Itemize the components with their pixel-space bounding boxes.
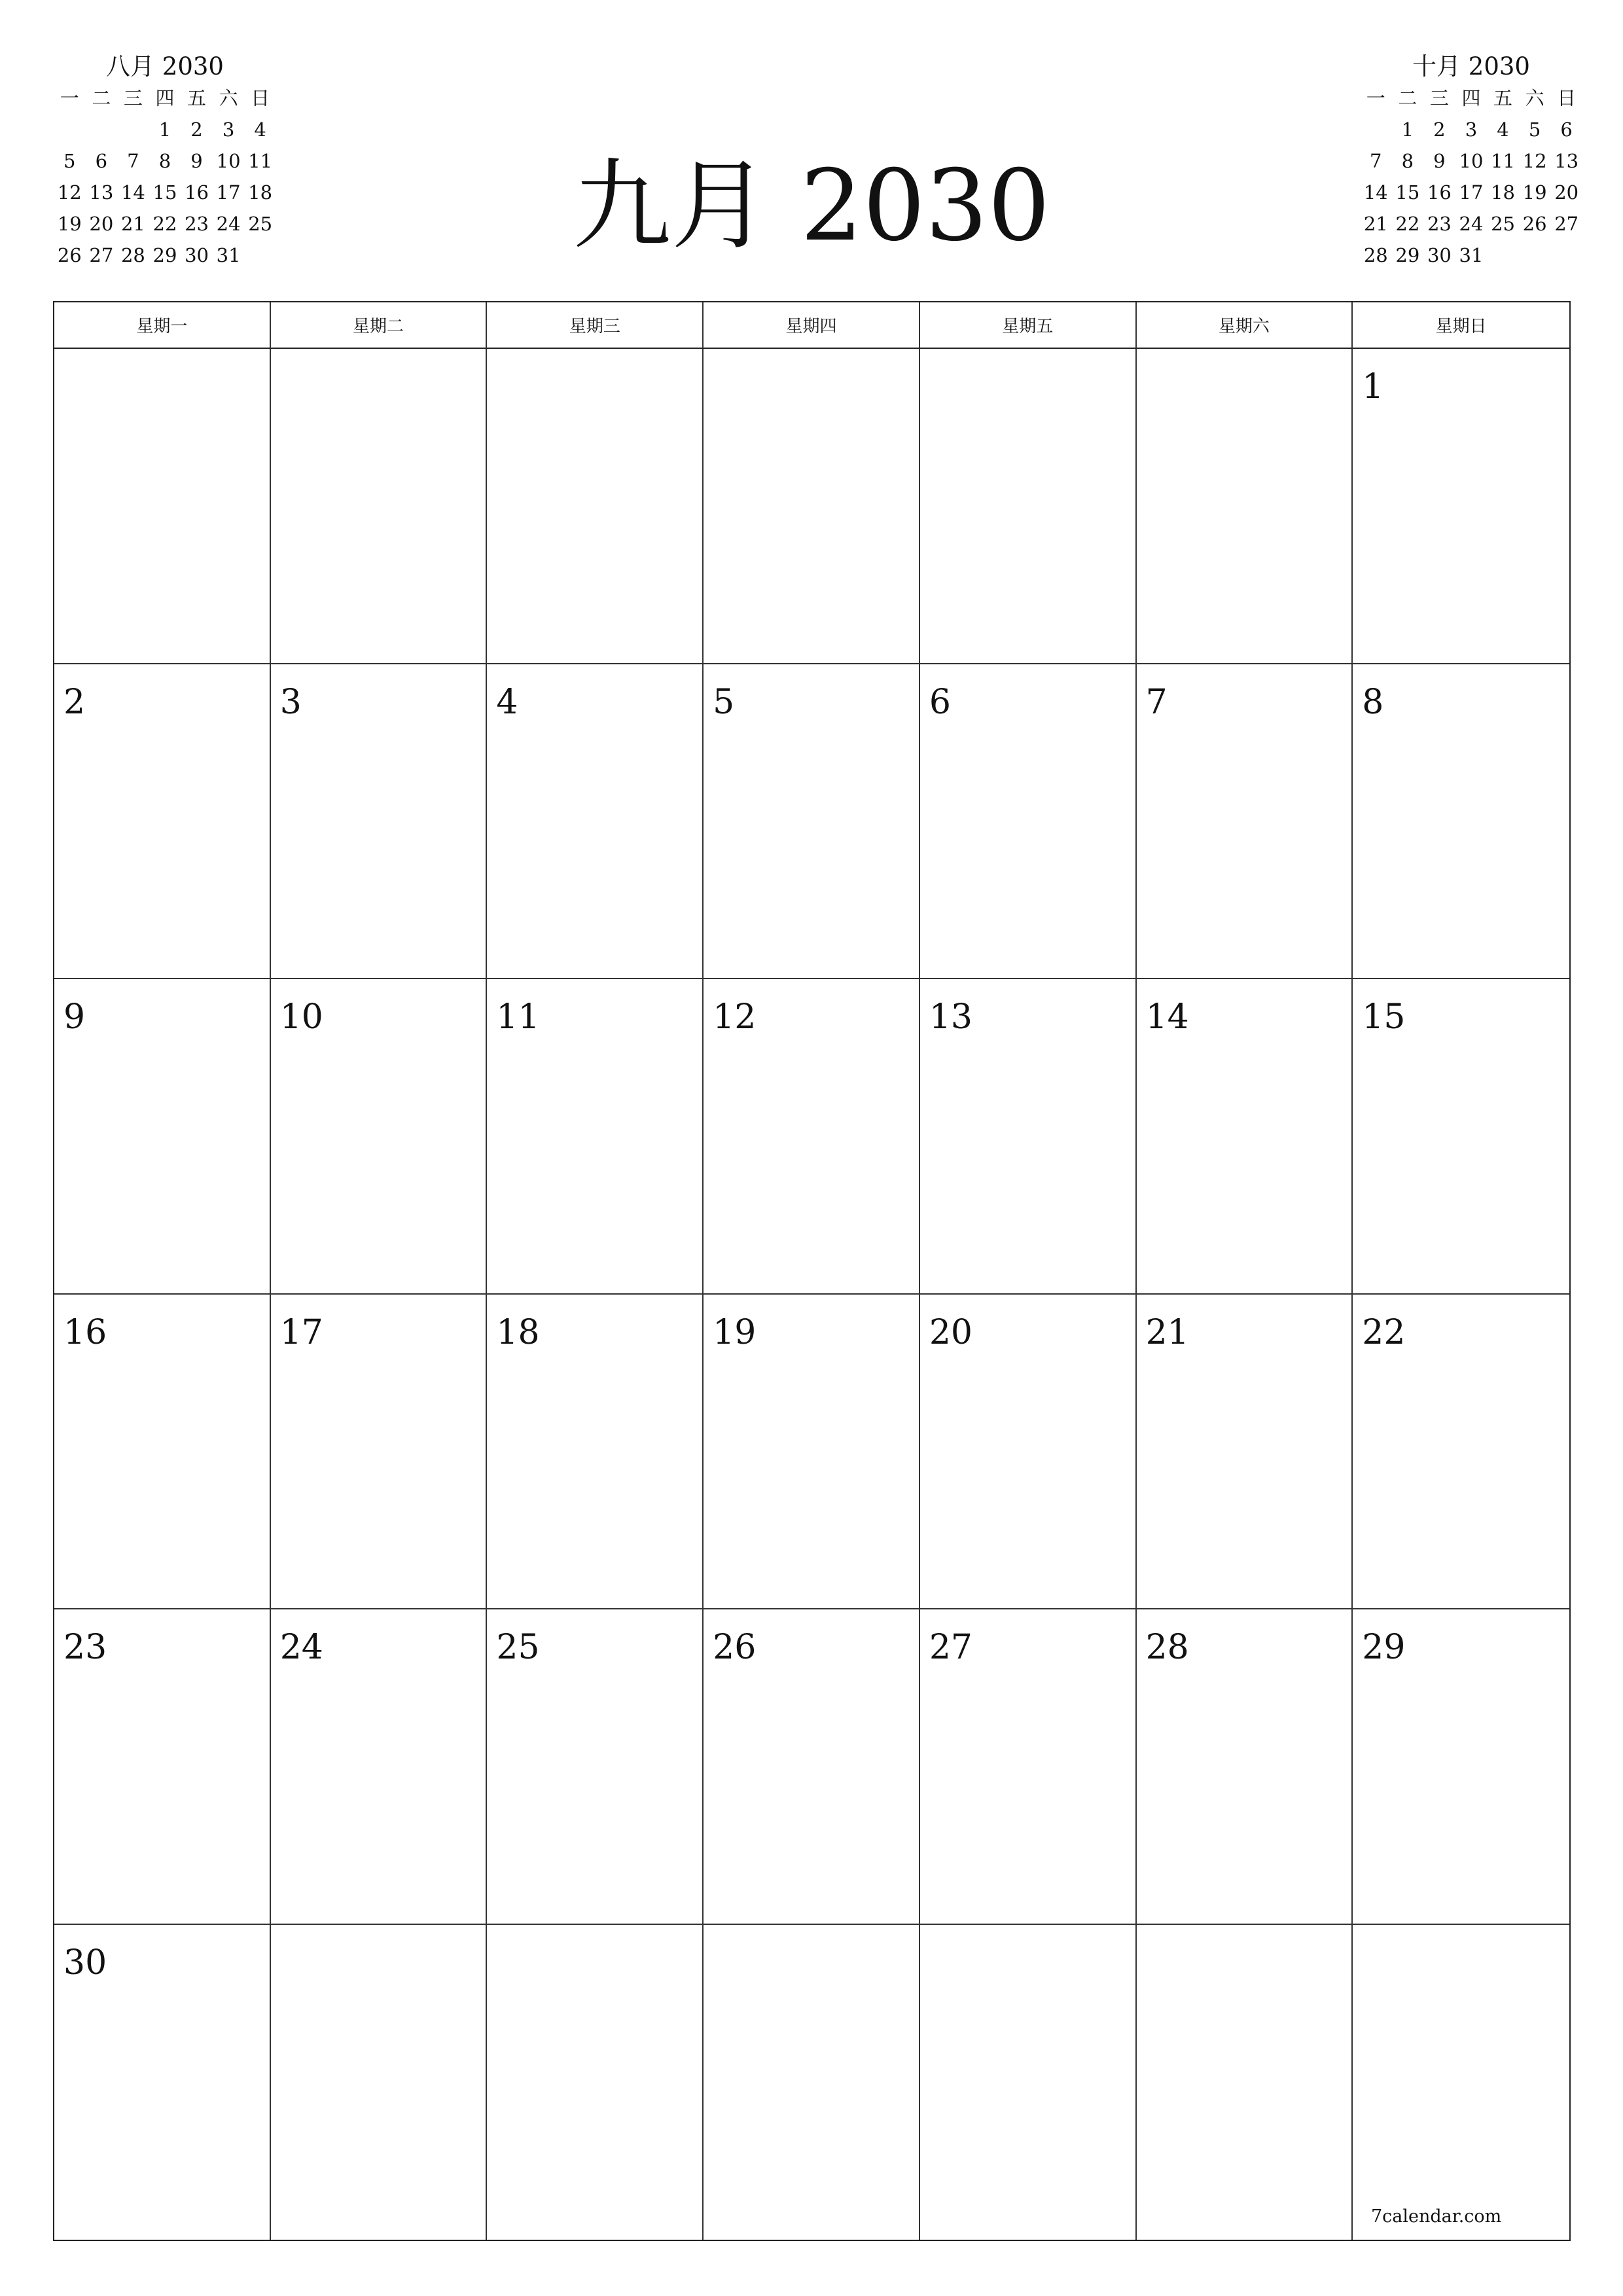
next-day: 25 bbox=[1491, 213, 1515, 235]
day-cell bbox=[1137, 664, 1353, 980]
next-day: 16 bbox=[1427, 181, 1452, 204]
day-number: 30 bbox=[63, 1943, 107, 1982]
next-day bbox=[1550, 240, 1582, 271]
next-month-week bbox=[1360, 240, 1582, 271]
prev-day: 5 bbox=[63, 150, 76, 172]
day-number: 9 bbox=[63, 997, 86, 1037]
prev-day bbox=[117, 114, 149, 145]
day-cell bbox=[54, 979, 271, 1295]
day-cell bbox=[704, 979, 920, 1295]
prev-day: 3 bbox=[222, 118, 235, 141]
prev-month-title: 八月 2030 bbox=[106, 52, 224, 81]
month-title: 九月 2030 bbox=[573, 149, 1050, 263]
prev-day: 12 bbox=[57, 181, 82, 204]
day-number: 3 bbox=[279, 682, 302, 722]
day-cell bbox=[487, 1925, 704, 2240]
prev-weekday: 三 bbox=[123, 87, 143, 109]
weekday-header: 星期四 bbox=[704, 302, 920, 349]
day-cell bbox=[54, 1925, 271, 2240]
prev-day: 25 bbox=[248, 213, 273, 235]
next-day: 30 bbox=[1427, 244, 1452, 266]
prev-day: 13 bbox=[89, 181, 114, 204]
weekday-header: 星期六 bbox=[1137, 302, 1353, 349]
prev-day: 30 bbox=[185, 244, 209, 266]
weekday-header: 星期二 bbox=[271, 302, 488, 349]
prev-day: 4 bbox=[254, 118, 266, 141]
prev-day: 21 bbox=[120, 213, 145, 235]
prev-day: 24 bbox=[216, 213, 241, 235]
prev-weekday: 四 bbox=[155, 87, 175, 109]
next-month-title: 十月 2030 bbox=[1412, 52, 1530, 81]
day-number: 27 bbox=[929, 1628, 973, 1667]
day-cell bbox=[54, 349, 271, 664]
next-day: 13 bbox=[1554, 150, 1579, 172]
next-day: 6 bbox=[1560, 118, 1573, 141]
day-cell bbox=[920, 979, 1137, 1295]
day-cell bbox=[271, 664, 488, 980]
prev-day: 20 bbox=[89, 213, 114, 235]
day-number: 10 bbox=[279, 997, 323, 1037]
day-number: 11 bbox=[496, 997, 540, 1037]
day-number: 14 bbox=[1145, 997, 1189, 1037]
day-cell bbox=[1137, 1295, 1353, 1610]
day-cell bbox=[271, 349, 488, 664]
prev-day: 6 bbox=[95, 150, 108, 172]
day-number: 19 bbox=[713, 1312, 757, 1352]
month-grid bbox=[53, 301, 1571, 2241]
day-cell bbox=[1353, 1295, 1569, 1610]
next-day bbox=[1360, 114, 1392, 145]
next-month-week bbox=[1360, 177, 1582, 208]
prev-day: 1 bbox=[158, 118, 171, 141]
day-cell bbox=[1353, 1609, 1569, 1925]
day-cell bbox=[271, 1295, 488, 1610]
prev-day: 17 bbox=[216, 181, 241, 204]
day-number: 13 bbox=[929, 997, 973, 1037]
next-day: 28 bbox=[1363, 244, 1388, 266]
day-number: 17 bbox=[279, 1312, 323, 1352]
next-month-week bbox=[1360, 145, 1582, 177]
next-day: 7 bbox=[1370, 150, 1382, 172]
next-day: 22 bbox=[1395, 213, 1420, 235]
prev-weekday: 五 bbox=[187, 87, 207, 109]
day-cell bbox=[920, 1609, 1137, 1925]
next-weekday: 五 bbox=[1493, 87, 1513, 109]
prev-day: 27 bbox=[89, 244, 114, 266]
prev-day: 8 bbox=[158, 150, 171, 172]
day-cell bbox=[271, 1609, 488, 1925]
next-day: 27 bbox=[1554, 213, 1579, 235]
day-cell bbox=[1353, 349, 1569, 664]
next-month-week bbox=[1360, 208, 1582, 240]
next-day: 18 bbox=[1491, 181, 1515, 204]
prev-day: 9 bbox=[190, 150, 203, 172]
day-cell bbox=[54, 664, 271, 980]
prev-weekday: 日 bbox=[251, 87, 270, 109]
next-day: 12 bbox=[1522, 150, 1547, 172]
next-day: 10 bbox=[1459, 150, 1484, 172]
next-weekday: 一 bbox=[1366, 87, 1385, 109]
next-day: 11 bbox=[1491, 150, 1515, 172]
prev-day: 31 bbox=[216, 244, 241, 266]
day-number: 25 bbox=[496, 1628, 540, 1667]
prev-weekday: 一 bbox=[60, 87, 79, 109]
day-cell bbox=[704, 1609, 920, 1925]
next-day: 15 bbox=[1395, 181, 1420, 204]
day-cell bbox=[704, 1295, 920, 1610]
next-day: 17 bbox=[1459, 181, 1484, 204]
weekday-header: 星期一 bbox=[54, 302, 271, 349]
next-day: 20 bbox=[1554, 181, 1579, 204]
next-weekday: 四 bbox=[1461, 87, 1481, 109]
day-cell bbox=[704, 349, 920, 664]
site-credit: 7calendar.com bbox=[1371, 2206, 1502, 2227]
next-day: 29 bbox=[1395, 244, 1420, 266]
next-day: 19 bbox=[1522, 181, 1547, 204]
prev-day: 18 bbox=[248, 181, 273, 204]
day-cell bbox=[920, 1295, 1137, 1610]
day-number: 29 bbox=[1362, 1628, 1406, 1667]
day-number: 20 bbox=[929, 1312, 973, 1352]
next-day: 14 bbox=[1363, 181, 1388, 204]
next-day: 26 bbox=[1522, 213, 1547, 235]
day-number: 12 bbox=[713, 997, 757, 1037]
weekday-header: 星期三 bbox=[487, 302, 704, 349]
day-cell bbox=[920, 349, 1137, 664]
day-cell bbox=[920, 1925, 1137, 2240]
next-weekday: 二 bbox=[1398, 87, 1418, 109]
prev-day: 19 bbox=[57, 213, 82, 235]
day-number: 7 bbox=[1145, 682, 1168, 722]
day-cell bbox=[1353, 1925, 1569, 2240]
next-day: 4 bbox=[1497, 118, 1509, 141]
prev-day: 14 bbox=[120, 181, 145, 204]
day-cell bbox=[704, 664, 920, 980]
next-day: 23 bbox=[1427, 213, 1452, 235]
prev-day: 26 bbox=[57, 244, 82, 266]
prev-month-week bbox=[54, 114, 276, 145]
day-number: 26 bbox=[713, 1628, 757, 1667]
weekday-header: 星期五 bbox=[920, 302, 1137, 349]
day-cell bbox=[1137, 979, 1353, 1295]
prev-day: 23 bbox=[185, 213, 209, 235]
next-day bbox=[1519, 240, 1551, 271]
prev-month-weekday-row bbox=[54, 82, 276, 114]
day-number: 28 bbox=[1145, 1628, 1189, 1667]
prev-day: 10 bbox=[216, 150, 241, 172]
day-number: 15 bbox=[1362, 997, 1406, 1037]
day-cell bbox=[1353, 979, 1569, 1295]
day-cell bbox=[487, 979, 704, 1295]
next-month-mini-calendar bbox=[1360, 51, 1582, 271]
day-number: 22 bbox=[1362, 1312, 1406, 1352]
prev-day: 15 bbox=[152, 181, 177, 204]
next-weekday: 六 bbox=[1525, 87, 1544, 109]
prev-day: 22 bbox=[152, 213, 177, 235]
day-number: 1 bbox=[1362, 367, 1384, 406]
day-number: 18 bbox=[496, 1312, 540, 1352]
day-cell bbox=[1137, 349, 1353, 664]
day-cell bbox=[487, 349, 704, 664]
next-day: 21 bbox=[1363, 213, 1388, 235]
day-cell bbox=[54, 1609, 271, 1925]
next-month-week bbox=[1360, 114, 1582, 145]
prev-weekday: 六 bbox=[219, 87, 238, 109]
day-number: 16 bbox=[63, 1312, 107, 1352]
day-cell bbox=[920, 664, 1137, 980]
day-number: 6 bbox=[929, 682, 951, 722]
day-number: 24 bbox=[279, 1628, 323, 1667]
next-month-weekday-row bbox=[1360, 82, 1582, 114]
prev-day: 28 bbox=[120, 244, 145, 266]
day-cell bbox=[1137, 1609, 1353, 1925]
day-cell bbox=[54, 1295, 271, 1610]
next-day: 3 bbox=[1465, 118, 1478, 141]
day-cell bbox=[1353, 664, 1569, 980]
prev-weekday: 二 bbox=[92, 87, 111, 109]
prev-day: 7 bbox=[127, 150, 139, 172]
next-day: 1 bbox=[1401, 118, 1414, 141]
next-weekday: 日 bbox=[1557, 87, 1577, 109]
day-cell bbox=[1137, 1925, 1353, 2240]
day-cell bbox=[271, 979, 488, 1295]
day-cell bbox=[487, 1295, 704, 1610]
day-cell bbox=[487, 664, 704, 980]
next-day: 8 bbox=[1401, 150, 1414, 172]
next-day: 2 bbox=[1433, 118, 1446, 141]
next-day: 24 bbox=[1459, 213, 1484, 235]
next-day: 5 bbox=[1528, 118, 1541, 141]
day-number: 21 bbox=[1145, 1312, 1189, 1352]
weekday-header: 星期日 bbox=[1353, 302, 1569, 349]
prev-day: 2 bbox=[190, 118, 203, 141]
day-number: 5 bbox=[713, 682, 735, 722]
day-number: 4 bbox=[496, 682, 518, 722]
day-cell bbox=[487, 1609, 704, 1925]
prev-day: 11 bbox=[248, 150, 273, 172]
next-day: 31 bbox=[1459, 244, 1484, 266]
next-day bbox=[1487, 240, 1519, 271]
day-number: 23 bbox=[63, 1628, 107, 1667]
day-cell bbox=[704, 1925, 920, 2240]
day-number: 8 bbox=[1362, 682, 1384, 722]
day-cell bbox=[271, 1925, 488, 2240]
day-number: 2 bbox=[63, 682, 86, 722]
prev-day: 16 bbox=[185, 181, 209, 204]
prev-day: 29 bbox=[152, 244, 177, 266]
prev-day bbox=[86, 114, 118, 145]
prev-day bbox=[54, 114, 86, 145]
next-weekday: 三 bbox=[1429, 87, 1449, 109]
next-day: 9 bbox=[1433, 150, 1446, 172]
